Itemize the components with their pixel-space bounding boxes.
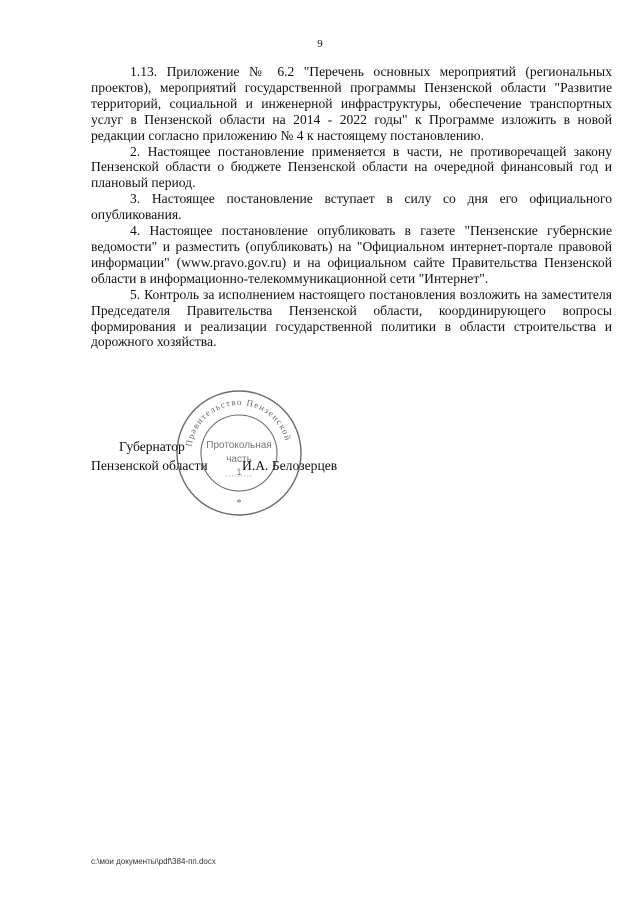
signer-title-line1: Губернатор [119, 439, 185, 454]
svg-text:часть: часть [226, 454, 252, 465]
paragraph-3: 3. Настоящее постановление вступает в силу со дня его официального опубликования. [91, 191, 612, 223]
paragraph-5: 5. Контроль за исполнением настоящего постановления возложить на заместителя Председателя Правительства Пензенской области, координирующего вопросы формирования и реализации государственной политики в области строительства и дорожного хозяйства. [91, 286, 612, 350]
svg-text:*: * [236, 498, 242, 509]
official-seal-stamp [174, 388, 304, 518]
footer-file-path: c:\мои документы\pdf\384-пп.docx [91, 857, 216, 866]
page-number: 9 [317, 38, 323, 50]
signer-name: И.А. Белозерцев [242, 458, 338, 473]
paragraph-2: 2. Настоящее постановление применяется в части, не противоречащей закону Пензенской области о бюджете Пензенской области на очередной финансовый год и плановый период. [91, 143, 612, 191]
svg-text:Правительство Пензенской: Правительство Пензенской [183, 396, 294, 448]
svg-text:1: 1 [236, 467, 242, 477]
svg-text:Протокольная: Протокольная [206, 440, 272, 451]
paragraph-4: 4. Настоящее постановление опубликовать в газете "Пензенские губернские ведомости" и разместить (опубликовать) на "Официальном интернет-портале правовой информации" (www.pravo.gov.ru) и на официальном сайте Правительства Пензенской области в информационно-телекоммуникационной сети "Интернет". [91, 223, 612, 286]
document-body [91, 64, 612, 350]
paragraph-1-13: 1.13. Приложение № 6.2 "Перечень основных мероприятий (региональных проектов), мероприятий государственной программы Пензенской области "Развитие территорий, социальной и инженерной инфраструктуры, обеспечение транспортных услуг в Пензенской области на 2014 - 2022 годы" к Программе изложить в новой редакции согласно приложению № 4 к настоящему постановлению. [91, 64, 612, 143]
signer-title-line2: Пензенской области [91, 458, 208, 473]
